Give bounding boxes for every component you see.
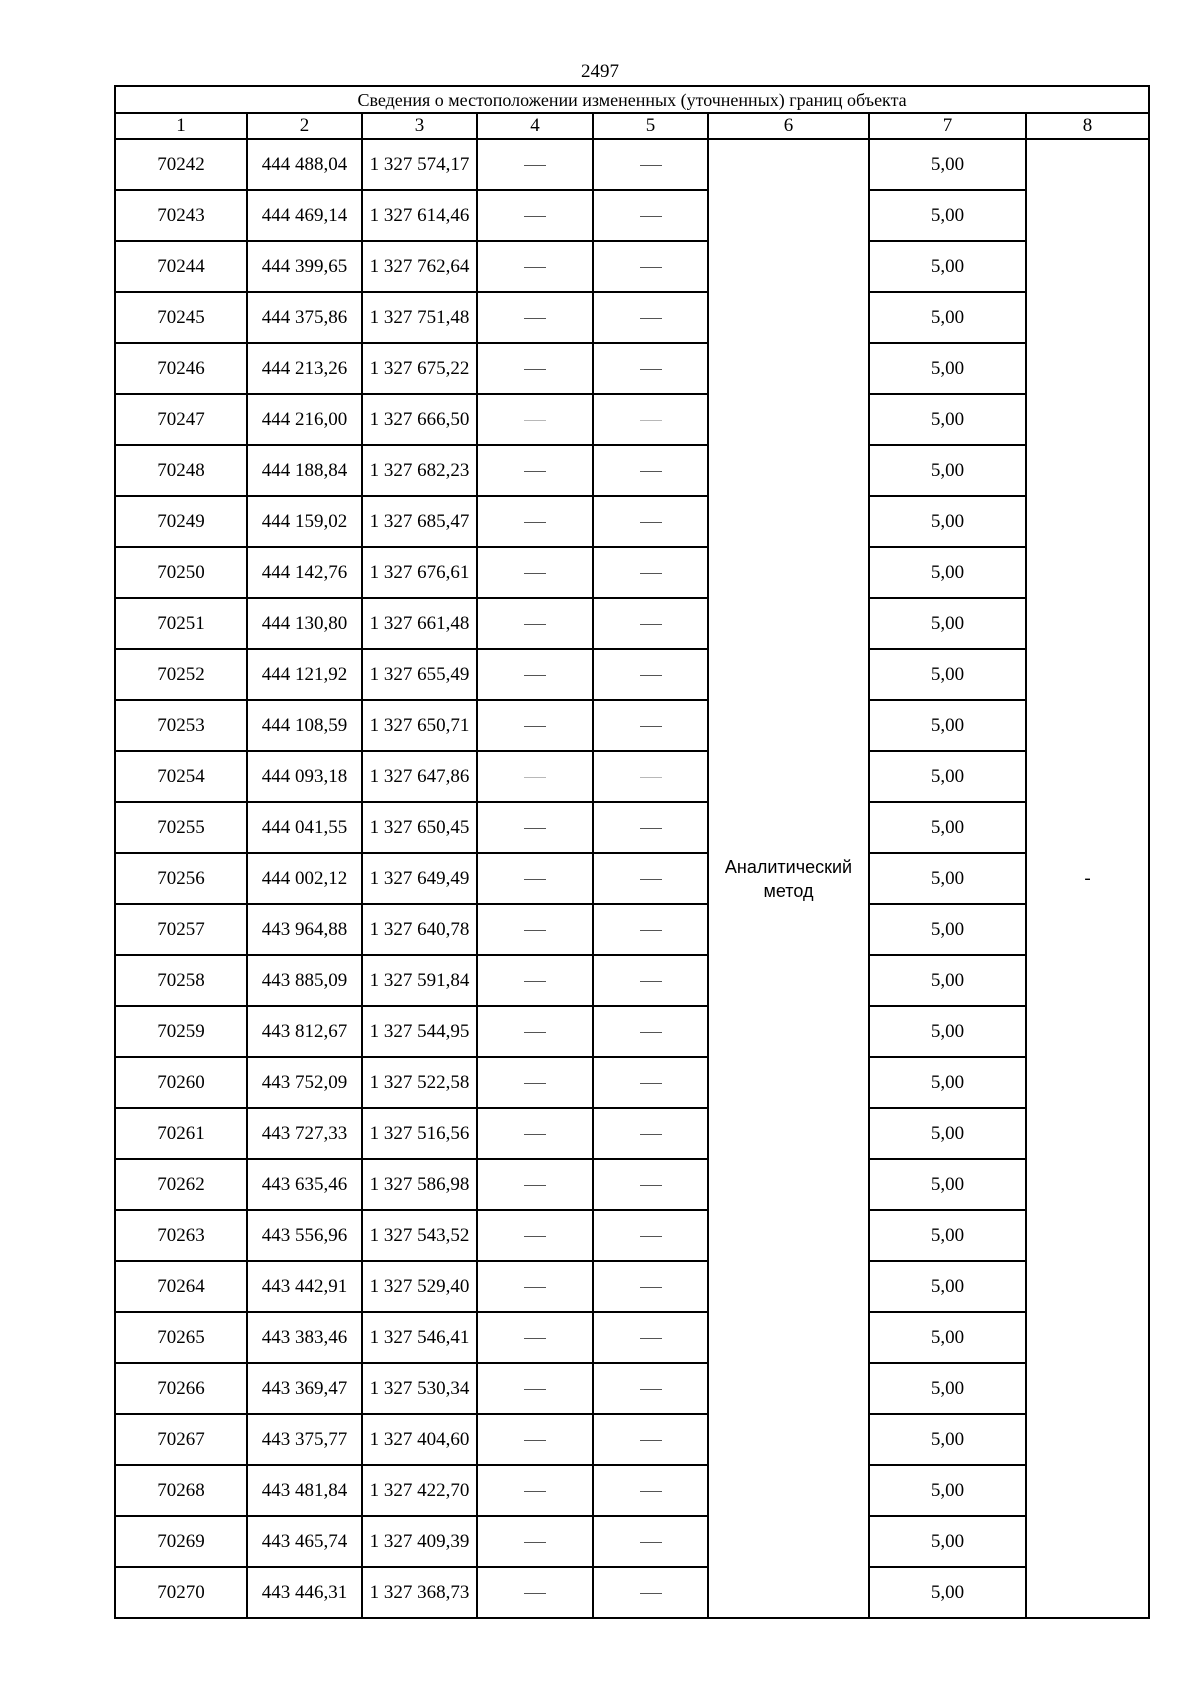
x-coordinate-cell: 444 108,59 bbox=[247, 700, 362, 751]
table-row bbox=[115, 751, 1149, 802]
table-row bbox=[115, 241, 1149, 292]
point-number-cell: 70245 bbox=[115, 292, 247, 343]
column-5-cell bbox=[593, 394, 708, 445]
dash-mark bbox=[524, 369, 546, 370]
table-body bbox=[115, 139, 1149, 1618]
y-coordinate-cell: 1 327 685,47 bbox=[362, 496, 477, 547]
dash-mark bbox=[640, 318, 662, 319]
dash-mark bbox=[640, 573, 662, 574]
dash-mark bbox=[524, 1593, 546, 1594]
column-4-cell bbox=[477, 1465, 593, 1516]
dash-mark bbox=[524, 930, 546, 931]
dash-mark bbox=[524, 726, 546, 727]
dash-mark bbox=[640, 1134, 662, 1135]
dash-mark bbox=[640, 420, 662, 421]
table-row bbox=[115, 394, 1149, 445]
column-4-cell bbox=[477, 1363, 593, 1414]
y-coordinate-cell: 1 327 544,95 bbox=[362, 1006, 477, 1057]
x-coordinate-cell: 443 465,74 bbox=[247, 1516, 362, 1567]
accuracy-cell: 5,00 bbox=[869, 853, 1026, 904]
table-row bbox=[115, 1057, 1149, 1108]
column-4-cell bbox=[477, 241, 593, 292]
boundary-coordinates-table bbox=[114, 85, 1150, 1619]
point-number-cell: 70270 bbox=[115, 1567, 247, 1618]
column-5-cell bbox=[593, 343, 708, 394]
point-number-cell: 70242 bbox=[115, 139, 247, 190]
y-coordinate-cell: 1 327 666,50 bbox=[362, 394, 477, 445]
point-number-cell: 70252 bbox=[115, 649, 247, 700]
dash-mark bbox=[640, 267, 662, 268]
accuracy-cell: 5,00 bbox=[869, 700, 1026, 751]
point-number-cell: 70268 bbox=[115, 1465, 247, 1516]
dash-mark bbox=[640, 522, 662, 523]
table-row bbox=[115, 1567, 1149, 1618]
accuracy-cell: 5,00 bbox=[869, 649, 1026, 700]
table-row bbox=[115, 1516, 1149, 1567]
accuracy-cell: 5,00 bbox=[869, 1312, 1026, 1363]
y-coordinate-cell: 1 327 530,34 bbox=[362, 1363, 477, 1414]
column-number: 1 bbox=[115, 113, 247, 139]
dash-mark bbox=[524, 1134, 546, 1135]
table-row bbox=[115, 1261, 1149, 1312]
point-number-cell: 70267 bbox=[115, 1414, 247, 1465]
y-coordinate-cell: 1 327 650,71 bbox=[362, 700, 477, 751]
x-coordinate-cell: 443 556,96 bbox=[247, 1210, 362, 1261]
column-number: 7 bbox=[869, 113, 1026, 139]
y-coordinate-cell: 1 327 647,86 bbox=[362, 751, 477, 802]
y-coordinate-cell: 1 327 676,61 bbox=[362, 547, 477, 598]
accuracy-cell: 5,00 bbox=[869, 547, 1026, 598]
y-coordinate-cell: 1 327 368,73 bbox=[362, 1567, 477, 1618]
dash-mark bbox=[640, 1236, 662, 1237]
table-row bbox=[115, 700, 1149, 751]
table-row bbox=[115, 853, 1149, 904]
y-coordinate-cell: 1 327 682,23 bbox=[362, 445, 477, 496]
point-number-cell: 70248 bbox=[115, 445, 247, 496]
dash-mark bbox=[640, 828, 662, 829]
dash-mark bbox=[640, 879, 662, 880]
accuracy-cell: 5,00 bbox=[869, 394, 1026, 445]
y-coordinate-cell: 1 327 522,58 bbox=[362, 1057, 477, 1108]
column-5-cell bbox=[593, 1108, 708, 1159]
table-row bbox=[115, 139, 1149, 190]
table-row bbox=[115, 649, 1149, 700]
column-4-cell bbox=[477, 955, 593, 1006]
accuracy-cell: 5,00 bbox=[869, 1057, 1026, 1108]
column-4-cell bbox=[477, 1108, 593, 1159]
column-5-cell bbox=[593, 547, 708, 598]
column-4-cell bbox=[477, 1159, 593, 1210]
column-4-cell bbox=[477, 292, 593, 343]
x-coordinate-cell: 443 481,84 bbox=[247, 1465, 362, 1516]
accuracy-cell: 5,00 bbox=[869, 496, 1026, 547]
y-coordinate-cell: 1 327 661,48 bbox=[362, 598, 477, 649]
point-number-cell: 70263 bbox=[115, 1210, 247, 1261]
column-5-cell bbox=[593, 1057, 708, 1108]
column-5-cell bbox=[593, 1567, 708, 1618]
x-coordinate-cell: 443 635,46 bbox=[247, 1159, 362, 1210]
dash-mark bbox=[524, 216, 546, 217]
y-coordinate-cell: 1 327 751,48 bbox=[362, 292, 477, 343]
dash-mark bbox=[640, 624, 662, 625]
dash-mark bbox=[524, 1491, 546, 1492]
column-4-cell bbox=[477, 853, 593, 904]
y-coordinate-cell: 1 327 649,49 bbox=[362, 853, 477, 904]
column-number: 4 bbox=[477, 113, 593, 139]
dash-mark bbox=[640, 1032, 662, 1033]
y-coordinate-cell: 1 327 546,41 bbox=[362, 1312, 477, 1363]
point-number-cell: 70261 bbox=[115, 1108, 247, 1159]
point-number-cell: 70266 bbox=[115, 1363, 247, 1414]
accuracy-cell: 5,00 bbox=[869, 139, 1026, 190]
dash-mark bbox=[640, 1287, 662, 1288]
point-number-cell: 70257 bbox=[115, 904, 247, 955]
column-4-cell bbox=[477, 1312, 593, 1363]
accuracy-cell: 5,00 bbox=[869, 1567, 1026, 1618]
point-number-cell: 70265 bbox=[115, 1312, 247, 1363]
y-coordinate-cell: 1 327 422,70 bbox=[362, 1465, 477, 1516]
point-number-cell: 70256 bbox=[115, 853, 247, 904]
x-coordinate-cell: 443 752,09 bbox=[247, 1057, 362, 1108]
column-4-cell bbox=[477, 1261, 593, 1312]
method-text-line: метод bbox=[763, 880, 814, 901]
dash-mark bbox=[640, 1491, 662, 1492]
column-4-cell bbox=[477, 394, 593, 445]
x-coordinate-cell: 443 369,47 bbox=[247, 1363, 362, 1414]
x-coordinate-cell: 444 041,55 bbox=[247, 802, 362, 853]
column-5-cell bbox=[593, 496, 708, 547]
accuracy-cell: 5,00 bbox=[869, 1159, 1026, 1210]
column-5-cell bbox=[593, 1210, 708, 1261]
dash-mark bbox=[524, 165, 546, 166]
dash-mark bbox=[640, 726, 662, 727]
dash-mark bbox=[640, 1083, 662, 1084]
column-4-cell bbox=[477, 496, 593, 547]
y-coordinate-cell: 1 327 614,46 bbox=[362, 190, 477, 241]
dash-mark bbox=[524, 1236, 546, 1237]
dash-mark bbox=[524, 981, 546, 982]
x-coordinate-cell: 444 488,04 bbox=[247, 139, 362, 190]
x-coordinate-cell: 443 442,91 bbox=[247, 1261, 362, 1312]
x-coordinate-cell: 444 216,00 bbox=[247, 394, 362, 445]
point-number-cell: 70250 bbox=[115, 547, 247, 598]
x-coordinate-cell: 443 727,33 bbox=[247, 1108, 362, 1159]
dash-mark bbox=[524, 573, 546, 574]
column-number: 3 bbox=[362, 113, 477, 139]
point-number-cell: 70264 bbox=[115, 1261, 247, 1312]
y-coordinate-cell: 1 327 409,39 bbox=[362, 1516, 477, 1567]
column-4-cell bbox=[477, 190, 593, 241]
column-4-cell bbox=[477, 1210, 593, 1261]
dash-mark bbox=[524, 1440, 546, 1441]
x-coordinate-cell: 443 812,67 bbox=[247, 1006, 362, 1057]
dash-mark bbox=[640, 1338, 662, 1339]
column-5-cell bbox=[593, 904, 708, 955]
x-coordinate-cell: 444 399,65 bbox=[247, 241, 362, 292]
x-coordinate-cell: 444 375,86 bbox=[247, 292, 362, 343]
dash-mark bbox=[640, 216, 662, 217]
accuracy-cell: 5,00 bbox=[869, 1210, 1026, 1261]
dash-mark bbox=[524, 1083, 546, 1084]
dash-mark bbox=[524, 1389, 546, 1390]
x-coordinate-cell: 444 093,18 bbox=[247, 751, 362, 802]
column-number: 8 bbox=[1026, 113, 1149, 139]
table-row bbox=[115, 598, 1149, 649]
x-coordinate-cell: 443 383,46 bbox=[247, 1312, 362, 1363]
dash-mark bbox=[524, 318, 546, 319]
y-coordinate-cell: 1 327 516,56 bbox=[362, 1108, 477, 1159]
column-5-cell bbox=[593, 1414, 708, 1465]
table-row bbox=[115, 190, 1149, 241]
dash-mark bbox=[640, 1389, 662, 1390]
column-4-cell bbox=[477, 751, 593, 802]
y-coordinate-cell: 1 327 543,52 bbox=[362, 1210, 477, 1261]
dash-mark bbox=[640, 1542, 662, 1543]
column-number: 6 bbox=[708, 113, 869, 139]
accuracy-cell: 5,00 bbox=[869, 292, 1026, 343]
point-number-cell: 70244 bbox=[115, 241, 247, 292]
dash-mark bbox=[640, 1185, 662, 1186]
dash-mark bbox=[524, 471, 546, 472]
point-number-cell: 70249 bbox=[115, 496, 247, 547]
x-coordinate-cell: 444 002,12 bbox=[247, 853, 362, 904]
table-row bbox=[115, 1465, 1149, 1516]
table-row bbox=[115, 445, 1149, 496]
y-coordinate-cell: 1 327 762,64 bbox=[362, 241, 477, 292]
dash-mark bbox=[640, 165, 662, 166]
column-4-cell bbox=[477, 343, 593, 394]
dash-mark bbox=[640, 471, 662, 472]
point-number-cell: 70253 bbox=[115, 700, 247, 751]
column-4-cell bbox=[477, 904, 593, 955]
x-coordinate-cell: 443 375,77 bbox=[247, 1414, 362, 1465]
table-row bbox=[115, 955, 1149, 1006]
dash-mark bbox=[640, 369, 662, 370]
dash-mark bbox=[524, 1032, 546, 1033]
table-row bbox=[115, 547, 1149, 598]
point-number-cell: 70247 bbox=[115, 394, 247, 445]
dash-mark bbox=[524, 879, 546, 880]
accuracy-cell: 5,00 bbox=[869, 1516, 1026, 1567]
method-text-line: Аналитический bbox=[724, 856, 853, 877]
accuracy-cell: 5,00 bbox=[869, 955, 1026, 1006]
point-number-cell: 70269 bbox=[115, 1516, 247, 1567]
accuracy-cell: 5,00 bbox=[869, 343, 1026, 394]
accuracy-cell: 5,00 bbox=[869, 1006, 1026, 1057]
point-number-cell: 70243 bbox=[115, 190, 247, 241]
dash-mark bbox=[640, 675, 662, 676]
column-4-cell bbox=[477, 547, 593, 598]
column-number: 2 bbox=[247, 113, 362, 139]
table-row bbox=[115, 904, 1149, 955]
column-5-cell bbox=[593, 598, 708, 649]
dash-mark bbox=[640, 1593, 662, 1594]
x-coordinate-cell: 444 188,84 bbox=[247, 445, 362, 496]
column-5-cell bbox=[593, 1261, 708, 1312]
dash-mark bbox=[524, 1287, 546, 1288]
column-5-cell bbox=[593, 292, 708, 343]
method-cell bbox=[708, 139, 869, 1618]
table-row bbox=[115, 343, 1149, 394]
column-4-cell bbox=[477, 1006, 593, 1057]
column-4-cell bbox=[477, 139, 593, 190]
dash-mark bbox=[524, 522, 546, 523]
point-number-cell: 70251 bbox=[115, 598, 247, 649]
x-coordinate-cell: 443 964,88 bbox=[247, 904, 362, 955]
dash-mark bbox=[524, 675, 546, 676]
column-4-cell bbox=[477, 445, 593, 496]
column-5-cell bbox=[593, 1006, 708, 1057]
column-5-cell bbox=[593, 751, 708, 802]
accuracy-cell: 5,00 bbox=[869, 1108, 1026, 1159]
column-5-cell bbox=[593, 853, 708, 904]
dash-mark bbox=[524, 1338, 546, 1339]
dash-mark bbox=[524, 1185, 546, 1186]
table-row bbox=[115, 1159, 1149, 1210]
x-coordinate-cell: 444 469,14 bbox=[247, 190, 362, 241]
column-4-cell bbox=[477, 649, 593, 700]
table-row bbox=[115, 292, 1149, 343]
point-number-cell: 70258 bbox=[115, 955, 247, 1006]
page-number: 2497 bbox=[581, 61, 619, 82]
table-row bbox=[115, 802, 1149, 853]
dash-mark bbox=[640, 981, 662, 982]
y-coordinate-cell: 1 327 586,98 bbox=[362, 1159, 477, 1210]
table-row bbox=[115, 1312, 1149, 1363]
column-8-cell: - bbox=[1026, 139, 1149, 1618]
accuracy-cell: 5,00 bbox=[869, 190, 1026, 241]
column-5-cell bbox=[593, 1516, 708, 1567]
column-5-cell bbox=[593, 802, 708, 853]
column-4-cell bbox=[477, 1057, 593, 1108]
dash-mark bbox=[640, 777, 662, 778]
column-5-cell bbox=[593, 445, 708, 496]
y-coordinate-cell: 1 327 529,40 bbox=[362, 1261, 477, 1312]
table-row bbox=[115, 496, 1149, 547]
dash-mark bbox=[640, 930, 662, 931]
column-5-cell bbox=[593, 1465, 708, 1516]
accuracy-cell: 5,00 bbox=[869, 751, 1026, 802]
column-5-cell bbox=[593, 1312, 708, 1363]
column-4-cell bbox=[477, 802, 593, 853]
dash-mark bbox=[524, 624, 546, 625]
x-coordinate-cell: 444 142,76 bbox=[247, 547, 362, 598]
point-number-cell: 70246 bbox=[115, 343, 247, 394]
column-number: 5 bbox=[593, 113, 708, 139]
point-number-cell: 70262 bbox=[115, 1159, 247, 1210]
table-row bbox=[115, 1414, 1149, 1465]
accuracy-cell: 5,00 bbox=[869, 1414, 1026, 1465]
y-coordinate-cell: 1 327 591,84 bbox=[362, 955, 477, 1006]
table-row bbox=[115, 1108, 1149, 1159]
dash-mark bbox=[524, 777, 546, 778]
table-row bbox=[115, 1210, 1149, 1261]
y-coordinate-cell: 1 327 640,78 bbox=[362, 904, 477, 955]
x-coordinate-cell: 443 885,09 bbox=[247, 955, 362, 1006]
x-coordinate-cell: 443 446,31 bbox=[247, 1567, 362, 1618]
column-4-cell bbox=[477, 1567, 593, 1618]
x-coordinate-cell: 444 159,02 bbox=[247, 496, 362, 547]
y-coordinate-cell: 1 327 404,60 bbox=[362, 1414, 477, 1465]
column-4-cell bbox=[477, 1516, 593, 1567]
column-number-row bbox=[115, 113, 1149, 139]
accuracy-cell: 5,00 bbox=[869, 1465, 1026, 1516]
point-number-cell: 70254 bbox=[115, 751, 247, 802]
y-coordinate-cell: 1 327 655,49 bbox=[362, 649, 477, 700]
x-coordinate-cell: 444 130,80 bbox=[247, 598, 362, 649]
x-coordinate-cell: 444 121,92 bbox=[247, 649, 362, 700]
table-row bbox=[115, 1006, 1149, 1057]
point-number-cell: 70259 bbox=[115, 1006, 247, 1057]
column-4-cell bbox=[477, 598, 593, 649]
accuracy-cell: 5,00 bbox=[869, 241, 1026, 292]
column-5-cell bbox=[593, 649, 708, 700]
accuracy-cell: 5,00 bbox=[869, 904, 1026, 955]
column-5-cell bbox=[593, 190, 708, 241]
accuracy-cell: 5,00 bbox=[869, 1363, 1026, 1414]
dash-mark bbox=[524, 828, 546, 829]
point-number-cell: 70255 bbox=[115, 802, 247, 853]
column-5-cell bbox=[593, 139, 708, 190]
column-5-cell bbox=[593, 700, 708, 751]
accuracy-cell: 5,00 bbox=[869, 445, 1026, 496]
column-4-cell bbox=[477, 1414, 593, 1465]
x-coordinate-cell: 444 213,26 bbox=[247, 343, 362, 394]
accuracy-cell: 5,00 bbox=[869, 802, 1026, 853]
dash-mark bbox=[640, 1440, 662, 1441]
accuracy-cell: 5,00 bbox=[869, 1261, 1026, 1312]
dash-mark bbox=[524, 267, 546, 268]
y-coordinate-cell: 1 327 574,17 bbox=[362, 139, 477, 190]
y-coordinate-cell: 1 327 650,45 bbox=[362, 802, 477, 853]
dash-mark bbox=[524, 420, 546, 421]
accuracy-cell: 5,00 bbox=[869, 598, 1026, 649]
point-number-cell: 70260 bbox=[115, 1057, 247, 1108]
column-5-cell bbox=[593, 955, 708, 1006]
y-coordinate-cell: 1 327 675,22 bbox=[362, 343, 477, 394]
column-5-cell bbox=[593, 1159, 708, 1210]
dash-mark bbox=[524, 1542, 546, 1543]
column-4-cell bbox=[477, 700, 593, 751]
table-row bbox=[115, 1363, 1149, 1414]
column-5-cell bbox=[593, 241, 708, 292]
column-5-cell bbox=[593, 1363, 708, 1414]
table-title: Сведения о местоположении измененных (уточненных) границ объекта bbox=[115, 86, 1149, 113]
